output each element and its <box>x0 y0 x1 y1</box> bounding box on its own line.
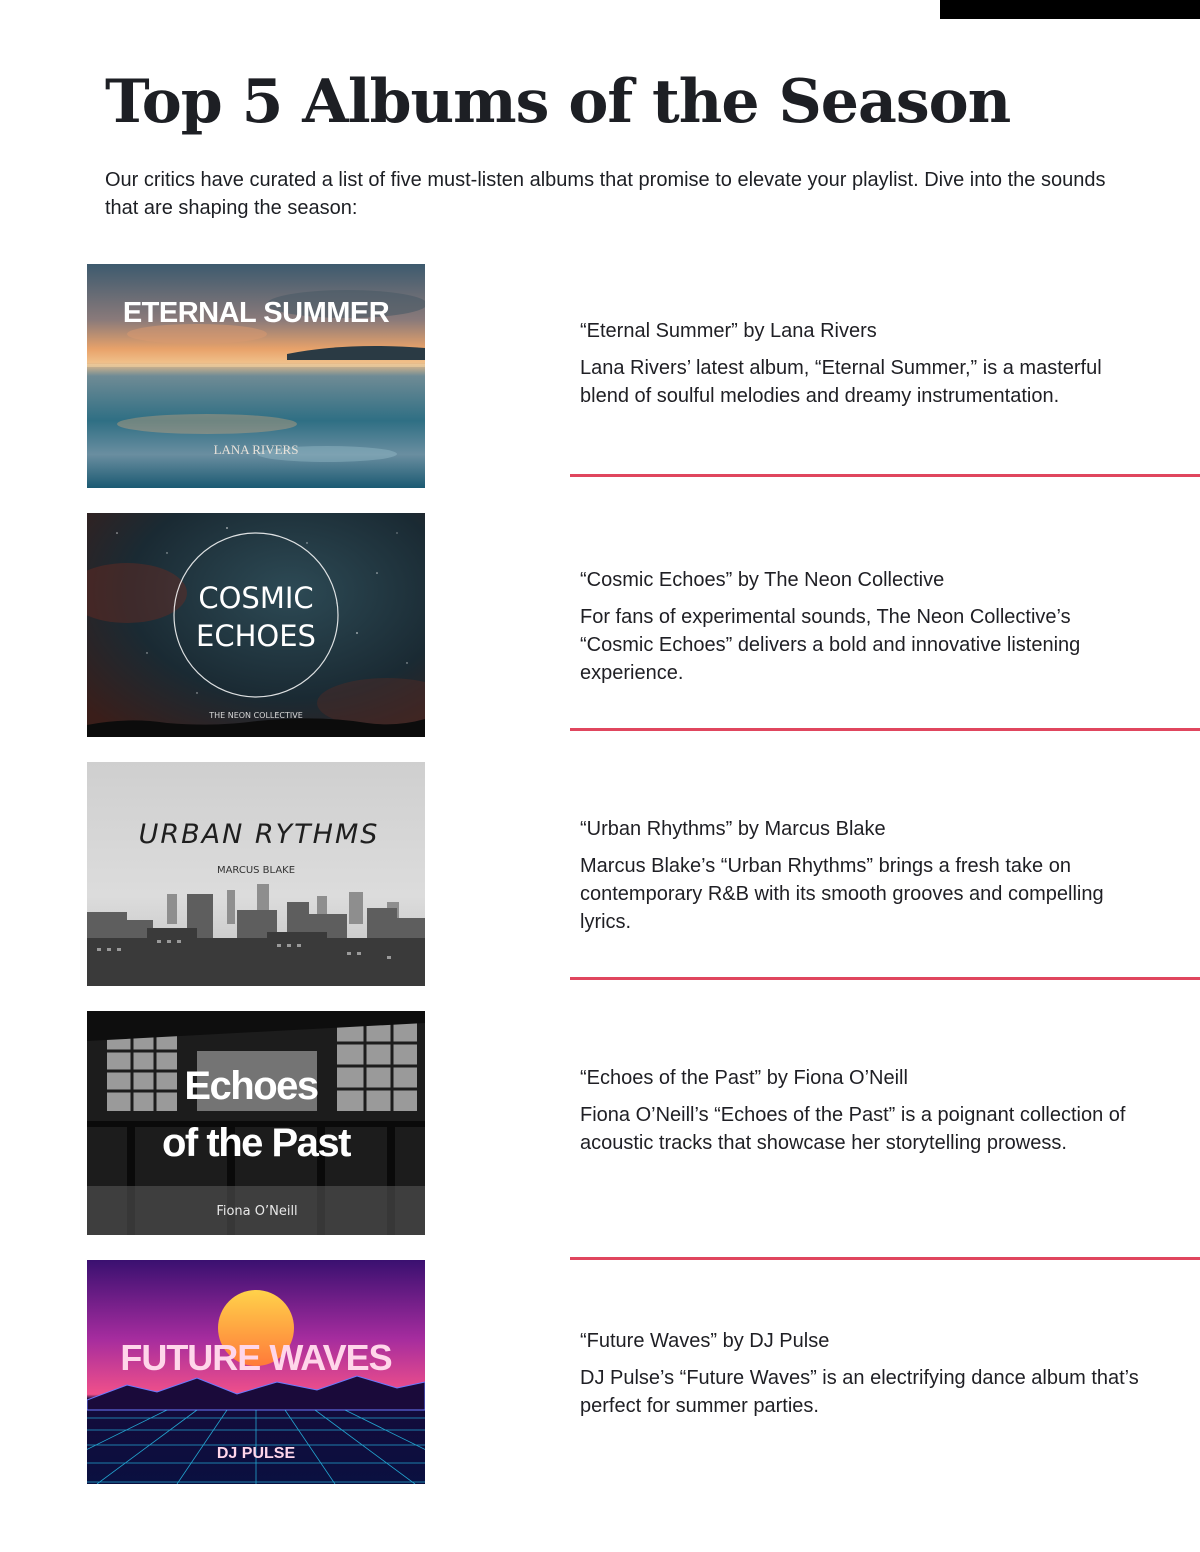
album-heading: “Urban Rhythms” by Marcus Blake <box>580 818 886 840</box>
page-title: Top 5 Albums of the Season <box>105 67 1011 137</box>
divider <box>570 474 1200 477</box>
album-cover-urban-rythms <box>87 762 425 986</box>
album-cover-future-waves <box>87 1260 425 1484</box>
divider <box>570 1257 1200 1260</box>
album-cover-cosmic-echoes <box>87 513 425 737</box>
cover-title-text: URBAN RYTHMS <box>138 819 380 850</box>
divider <box>570 728 1200 731</box>
album-description: Fiona O’Neill’s “Echoes of the Past” is a poignant collection of acoustic tracks that showcase her storytelling prowess. <box>580 1104 1126 1154</box>
album-entry-2 <box>580 567 1140 687</box>
album-heading: “Cosmic Echoes” by The Neon Collective <box>580 569 945 591</box>
album-heading: “Eternal Summer” by Lana Rivers <box>580 320 877 342</box>
cover-artist-text: THE NEON COLLECTIVE <box>209 711 303 720</box>
album-entry-3 <box>580 816 1140 936</box>
album-entry-4 <box>580 1065 1140 1157</box>
album-description: For fans of experimental sounds, The Neon Collective’s “Cosmic Echoes” delivers a bold and innovative listening experience. <box>580 606 1081 684</box>
cover-title-line2: of the Past <box>162 1121 350 1165</box>
top-black-bar <box>940 0 1200 19</box>
cover-title-line1: COSMIC <box>198 581 314 615</box>
album-description: Lana Rivers’ latest album, “Eternal Summer,” is a masterful blend of soulful melodies and dreamy instrumentation. <box>580 357 1102 407</box>
cover-artist-text: LANA RIVERS <box>213 442 299 457</box>
cover-artist-text: MARCUS BLAKE <box>216 865 296 876</box>
cover-title-line1: Echoes <box>184 1064 318 1108</box>
cover-title-text: ETERNAL SUMMER <box>122 297 390 329</box>
album-heading: “Future Waves” by DJ Pulse <box>580 1330 830 1352</box>
album-cover-eternal-summer <box>87 264 425 488</box>
divider <box>570 977 1200 980</box>
album-entry-1 <box>580 318 1140 410</box>
intro-paragraph: Our critics have curated a list of five must-listen albums that promise to elevate your playlist. Dive into the sounds that are shaping the season: <box>105 169 1106 219</box>
album-cover-echoes-of-the-past <box>87 1011 425 1235</box>
album-description: DJ Pulse’s “Future Waves” is an electrifying dance album that’s perfect for summer parties. <box>580 1367 1139 1417</box>
cover-artist-text: Fiona O’Neill <box>216 1204 298 1219</box>
album-description: Marcus Blake’s “Urban Rhythms” brings a fresh take on contemporary R&B with its smooth grooves and compelling lyrics. <box>580 855 1104 933</box>
album-heading: “Echoes of the Past” by Fiona O’Neill <box>580 1067 908 1089</box>
cover-title-line2: ECHOES <box>196 619 316 653</box>
album-entry-5 <box>580 1328 1140 1420</box>
cover-title-text: FUTURE WAVES <box>120 1337 392 1378</box>
cover-artist-text: DJ PULSE <box>216 1445 296 1462</box>
